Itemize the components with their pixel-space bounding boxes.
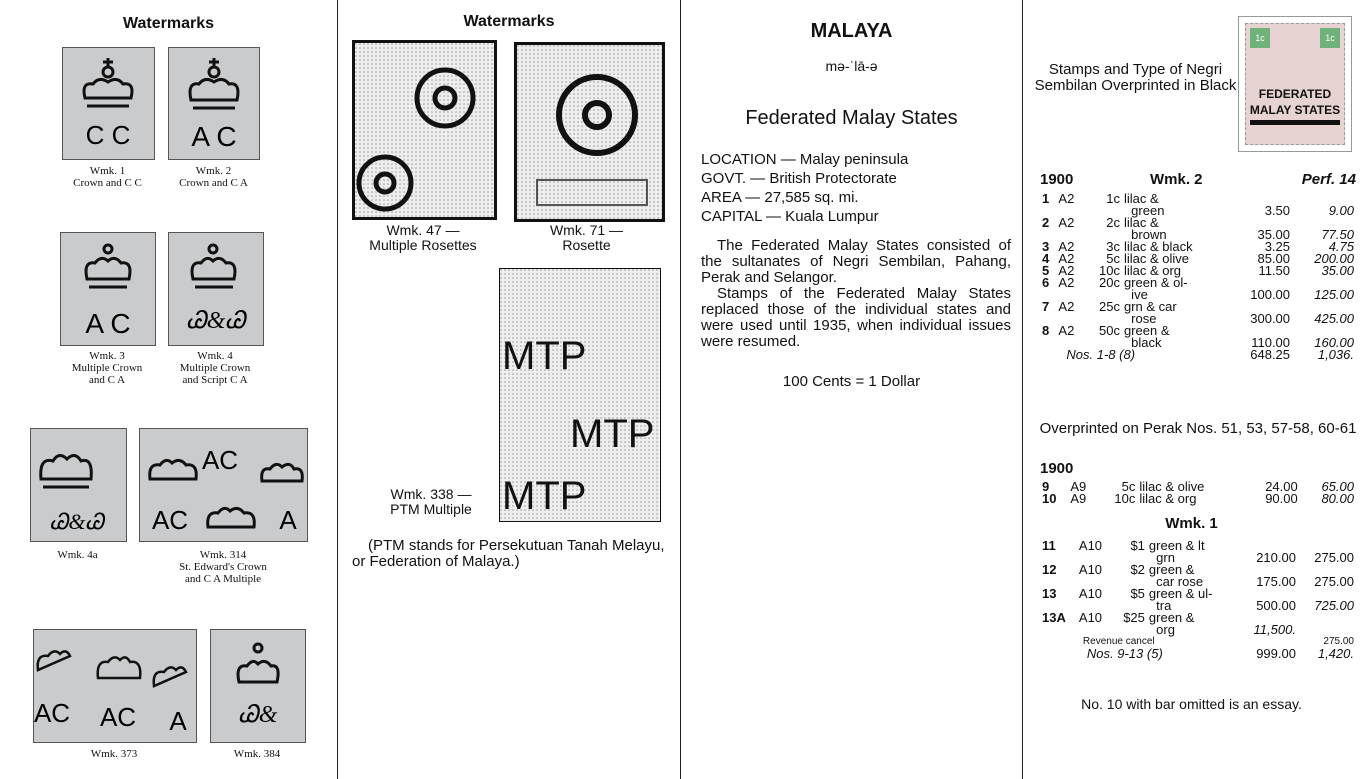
wmk-71-image [514,42,665,222]
stamp-image: 1c 1c FEDERATED MALAY STATES [1238,16,1352,152]
svg-text:Ꮚ&Ꮚ: Ꮚ&Ꮚ [49,509,105,534]
intro: Stamps and Type of Negri Sembilan Overprinted in Black [1034,61,1237,94]
crown-icon [140,429,307,541]
wmk-71-caption: Wmk. 71 — Rosette [549,222,624,253]
wmk-384-image [210,629,306,743]
wmk-4-caption: Wmk. 4 Multiple Crown and Script C A [179,350,251,386]
subtitle: Federated Malay States [745,107,958,129]
wmk-1-caption: Wmk. 1 Crown and C C [73,165,142,189]
wmk-3-image [60,232,156,346]
svg-text:Ꮚ&Ꮚ: Ꮚ&Ꮚ [186,308,246,334]
svg-text:AC: AC [34,698,71,728]
svg-text:C C: C C [85,120,131,150]
wmk-4a-caption: Wmk. 4a [57,549,98,561]
currency: 100 Cents = 1 Dollar [782,373,921,390]
header: Watermarks [122,15,214,32]
wmk-47-image [352,40,497,220]
column-catalog [1023,0,1360,779]
essay-note: No. 10 with bar omitted is an essay. [1081,696,1302,712]
wmk-2-image [168,47,260,160]
section-2-year: 1900 [1040,460,1074,477]
column-watermarks-2 [338,0,680,779]
svg-text:A C: A C [85,308,131,339]
overprint-2: MALAY STATES [1249,103,1341,117]
wmk-1-image [62,47,155,160]
section-2-title: Overprinted on Perak Nos. 51, 53, 57-58, 60-61 [1039,420,1357,437]
crown-icon [169,48,259,159]
crown-icon [169,233,263,345]
wmk-373-caption: Wmk. 373 [90,748,138,760]
wmk-2-caption: Wmk. 2 Crown and C A [179,165,248,189]
stamp-value: 1c [1250,28,1270,48]
ptm-note: (PTM stands for Persekutuan Tanah Melayu, or Federation of Malaya.) [352,537,665,570]
column-watermarks-1 [0,0,337,779]
overprint-1: FEDERATED [1258,87,1332,101]
wmk-373-image [33,629,197,743]
svg-text:A C: A C [191,121,237,152]
svg-text:A: A [279,505,297,535]
wmk-4-image [168,232,264,346]
wmk-47-caption: Wmk. 47 — Multiple Rosettes [369,222,477,253]
svg-text:MTP: MTP [502,334,587,378]
catalog-table-3: 11 A10 $1 green & lt grn 210.00 275.00 12 A10 $2 green & car rose 175.00 275.00 13 A10 $5 green & ul- tra 500.00 725.00 13A A10 $25 green & org 11,500. Revenue cancel 275.00 Nos. 9-13 (5) 999.00 1,420. [1042,538,1354,661]
wmk-3-caption: Wmk. 3 Multiple Crown and C A [71,350,143,386]
wmk-4a-image [30,428,127,542]
header: Watermarks [463,13,555,30]
wmk-384-caption: Wmk. 384 [233,748,281,760]
wmk-338-image [499,268,661,522]
svg-text:AC: AC [99,702,137,732]
catalog-table-2: 9 A9 5c lilac & olive 24.00 65.00 10 A9 10c lilac & org 90.00 80.00 [1042,479,1354,506]
svg-text:MTP: MTP [502,474,587,518]
crown-icon [34,630,196,742]
crown-icon [63,48,154,159]
pronunciation: mə-ˈlā-ə [825,58,878,74]
wmk-314-image [139,428,308,542]
history-text: The Federated Malay States consisted of the sultanates of Negri Sembilan, Pahang, Perak and Selangor. Stamps of the Federated Malay States replaced those of the individual states and were used until 1935, when individual issues were resumed. [701,237,1011,350]
svg-text:MTP: MTP [570,412,655,456]
svg-text:AC: AC [201,445,239,475]
country-title: MALAYA [810,20,893,42]
svg-text:Ꮚ&: Ꮚ& [238,702,278,728]
wmk-1-heading: Wmk. 1 [1165,515,1218,532]
facts: LOCATION — Malay peninsula GOVT. — British Protectorate AREA — 27,585 sq. mi. CAPITAL — Kuala Lumpur [701,151,909,225]
catalog-table-1: 1 A2 1c lilac & green 3.50 9.00 2 A2 2c lilac & brown 35.00 77.50 3 A2 3c lilac & black 3.25 4.75 4 A2 5c lilac & olive 85.00 200.00 5 A2 10c lilac & org 11.50 35.00 6 A2 20c green & ol- ive 100.00 125.00 7 A2 25c grn & car rose 300.00 425.00 8 A2 50c green & black 110.00 160.00 Nos. 1-8 (8) 648.25 1,036. [1042,191,1354,362]
svg-text:AC: AC [151,505,189,535]
wmk-338-caption: Wmk. 338 — PTM Multiple [390,486,472,517]
wmk-314-caption: Wmk. 314 St. Edward's Crown and C A Multiple [179,549,267,585]
crown-icon [61,233,155,345]
crown-icon [31,429,126,541]
svg-text:A: A [169,706,187,736]
section-1900-wmk2: 1900 Wmk. 2 Perf. 14 [1040,171,1356,188]
crown-icon [211,630,305,742]
column-malaya-intro [681,0,1022,779]
